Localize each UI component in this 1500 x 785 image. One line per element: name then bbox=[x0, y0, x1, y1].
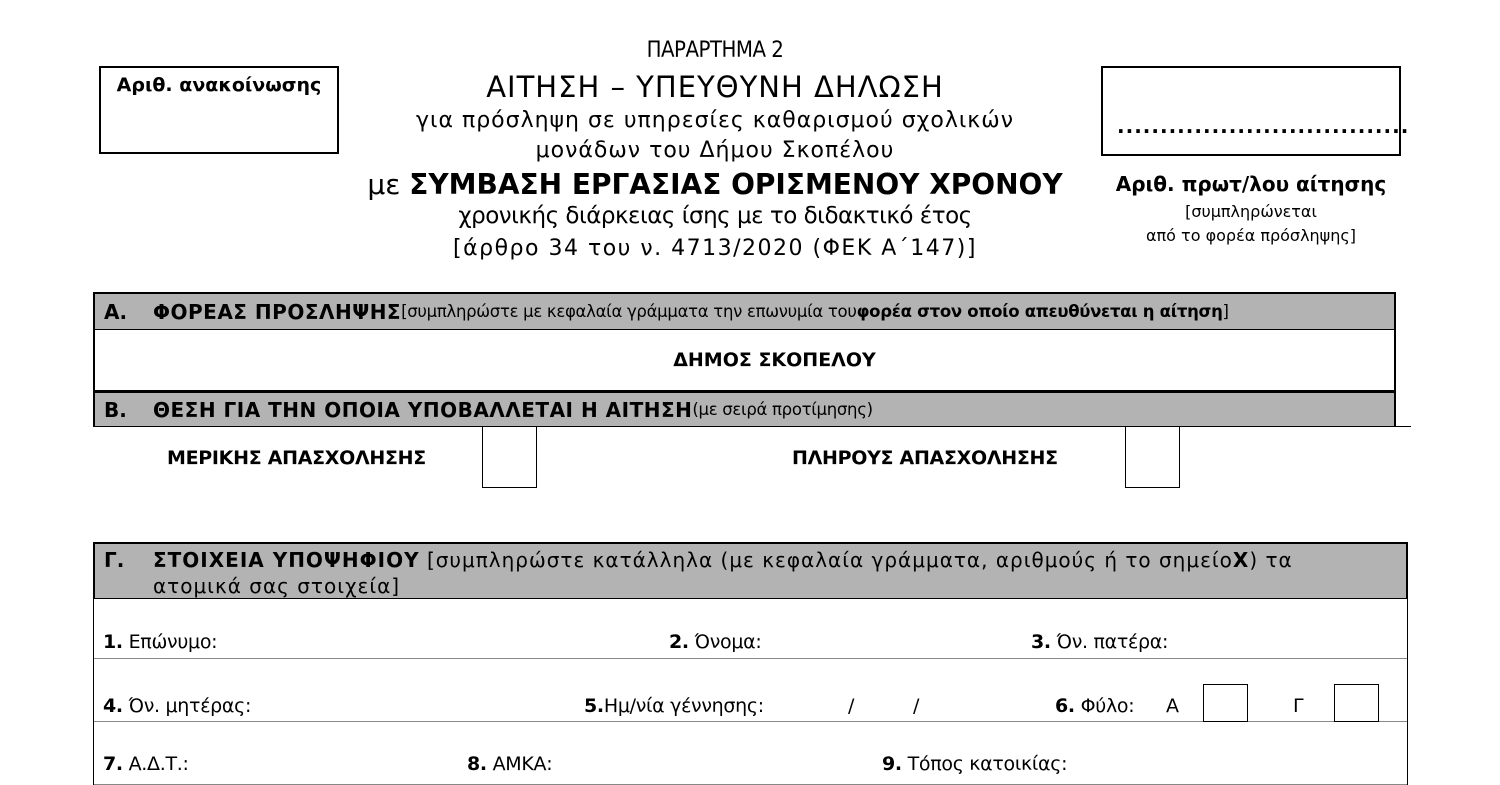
section-b-header bbox=[93, 390, 1396, 427]
contract-type-line bbox=[355, 168, 1075, 201]
first-name-label: Όνομα: bbox=[694, 631, 762, 653]
annex-label: ΠΑΡΑΡΤΗΜΑ 2 bbox=[646, 38, 784, 63]
birth-date-number: 5. bbox=[584, 695, 604, 717]
section-b-divider-extension bbox=[1394, 426, 1411, 427]
residence-label: Τόπος κατοικίας: bbox=[907, 753, 1068, 775]
amka-label: ΑΜΚΑ: bbox=[492, 753, 553, 775]
birth-date-separator-2: / bbox=[913, 695, 920, 717]
document-subtitle-line2: μονάδων του Δήμου Σκοπέλου bbox=[535, 138, 895, 163]
gender-female-label: Γ bbox=[1293, 695, 1304, 717]
protocol-note-line2: από το φορέα πρόσληψης] bbox=[1146, 226, 1356, 245]
amka-field[interactable] bbox=[467, 753, 552, 775]
protocol-number-label: Αριθ. πρωτ/λου αίτησης bbox=[1115, 172, 1387, 196]
document-subtitle-line1: για πρόσληψη σε υπηρεσίες καθαρισμού σχολικών bbox=[416, 108, 1014, 133]
first-name-number: 2. bbox=[669, 631, 689, 653]
gender-male-label: Α bbox=[1166, 695, 1179, 717]
section-a-note-bold: φορέα στον οποίο απευθύνεται η αίτηση bbox=[856, 302, 1223, 321]
mother-name-number: 4. bbox=[103, 695, 123, 717]
announcement-number-label: Αριθ. ανακοίνωσης bbox=[116, 74, 322, 96]
row-divider bbox=[94, 658, 1407, 659]
gender-male-checkbox[interactable] bbox=[1203, 684, 1248, 722]
section-b-note: (με σειρά προτίμησης) bbox=[692, 400, 873, 419]
gender-label: Φύλο: bbox=[1080, 695, 1135, 717]
first-name-field[interactable] bbox=[669, 631, 761, 653]
father-name-number: 3. bbox=[1031, 631, 1051, 653]
part-time-label: ΜΕΡΙΚΗΣ ΑΠΑΣΧΟΛΗΣΗΣ bbox=[167, 447, 426, 469]
section-c-note-bold: Χ bbox=[1232, 548, 1250, 572]
section-a-note-suffix: ] bbox=[1222, 302, 1229, 321]
full-time-checkbox[interactable] bbox=[1125, 427, 1180, 488]
section-c-note-prefix bbox=[420, 548, 427, 572]
mother-name-field[interactable] bbox=[103, 695, 251, 717]
protocol-number-box[interactable] bbox=[1101, 66, 1410, 156]
surname-label: Επώνυμο: bbox=[128, 631, 218, 653]
birth-date-field[interactable] bbox=[584, 695, 764, 717]
section-b-letter: Β. bbox=[104, 397, 127, 422]
section-a-letter: Α. bbox=[104, 299, 128, 324]
section-a-note-prefix: [συμπληρώστε με κεφαλαία γράμματα την επωνυμία του bbox=[401, 302, 857, 321]
part-time-checkbox[interactable] bbox=[482, 427, 537, 488]
section-c-title: ΣΤΟΙΧΕΙΑ ΥΠΟΨΗΦΙΟΥ bbox=[153, 548, 420, 572]
law-reference: [άρθρο 34 του ν. 4713/2020 (ΦΕΚ Α΄147)] bbox=[453, 236, 977, 261]
candidate-details-table bbox=[93, 599, 1408, 785]
section-c-header bbox=[93, 542, 1408, 599]
section-a-title: ΦΟΡΕΑΣ ΠΡΟΣΛΗΨΗΣ bbox=[153, 299, 402, 324]
id-card-label: Α.Δ.Τ.: bbox=[128, 753, 189, 775]
section-c-note-suffix: ) τα bbox=[1249, 548, 1293, 572]
birth-date-separator-1: / bbox=[848, 695, 855, 717]
section-c-letter: Γ. bbox=[104, 548, 125, 572]
gender-field bbox=[1055, 695, 1134, 717]
full-time-label: ΠΛΗΡΟΥΣ ΑΠΑΣΧΟΛΗΣΗΣ bbox=[792, 447, 1058, 469]
residence-field[interactable] bbox=[882, 753, 1067, 775]
mother-name-label: Όν. μητέρας: bbox=[128, 695, 252, 717]
gender-female-checkbox[interactable] bbox=[1334, 684, 1379, 722]
employer-field[interactable] bbox=[93, 330, 1396, 390]
father-name-field[interactable] bbox=[1031, 631, 1168, 653]
section-a-header bbox=[93, 292, 1396, 330]
surname-number: 1. bbox=[103, 631, 123, 653]
contract-type: ΣΥΜΒΑΣΗ ΕΡΓΑΣΙΑΣ ΟΡΙΣΜΕΝΟΥ ΧΡΟΝΟΥ bbox=[409, 168, 1063, 201]
protocol-note-line1: [συμπληρώνεται bbox=[1185, 202, 1317, 221]
contract-duration: χρονικής διάρκειας ίσης με το διδακτικό έτος bbox=[458, 203, 972, 229]
residence-number: 9. bbox=[882, 753, 902, 775]
id-card-number: 7. bbox=[103, 753, 123, 775]
surname-field[interactable] bbox=[103, 631, 217, 653]
section-c-note-prefix-text: [συμπληρώστε κατάλληλα (με κεφαλαία γράμματα, αριθμούς ή το σημείο bbox=[426, 548, 1233, 572]
father-name-label: Όν. πατέρα: bbox=[1056, 631, 1169, 653]
contract-prefix: με bbox=[367, 168, 401, 201]
protocol-number-dotted-line: .................................. bbox=[1117, 114, 1410, 138]
document-title: ΑΙΤΗΣΗ – ΥΠΕΥΘΥΝΗ ΔΗΛΩΣΗ bbox=[486, 70, 944, 104]
birth-date-label: Ημ/νία γέννησης: bbox=[603, 695, 764, 717]
amka-number: 8. bbox=[467, 753, 487, 775]
announcement-number-box[interactable] bbox=[99, 66, 339, 154]
gender-number: 6. bbox=[1055, 695, 1075, 717]
section-b-title: ΘΕΣΗ ΓΙΑ ΤΗΝ ΟΠΟΙΑ ΥΠΟΒΑΛΛΕΤΑΙ Η ΑΙΤΗΣΗ bbox=[153, 397, 693, 422]
id-card-field[interactable] bbox=[103, 753, 189, 775]
employer-value: ΔΗΜΟΣ ΣΚΟΠΕΛΟΥ bbox=[673, 349, 876, 371]
section-c-note-line2: ατομικά σας στοιχεία] bbox=[153, 574, 401, 598]
